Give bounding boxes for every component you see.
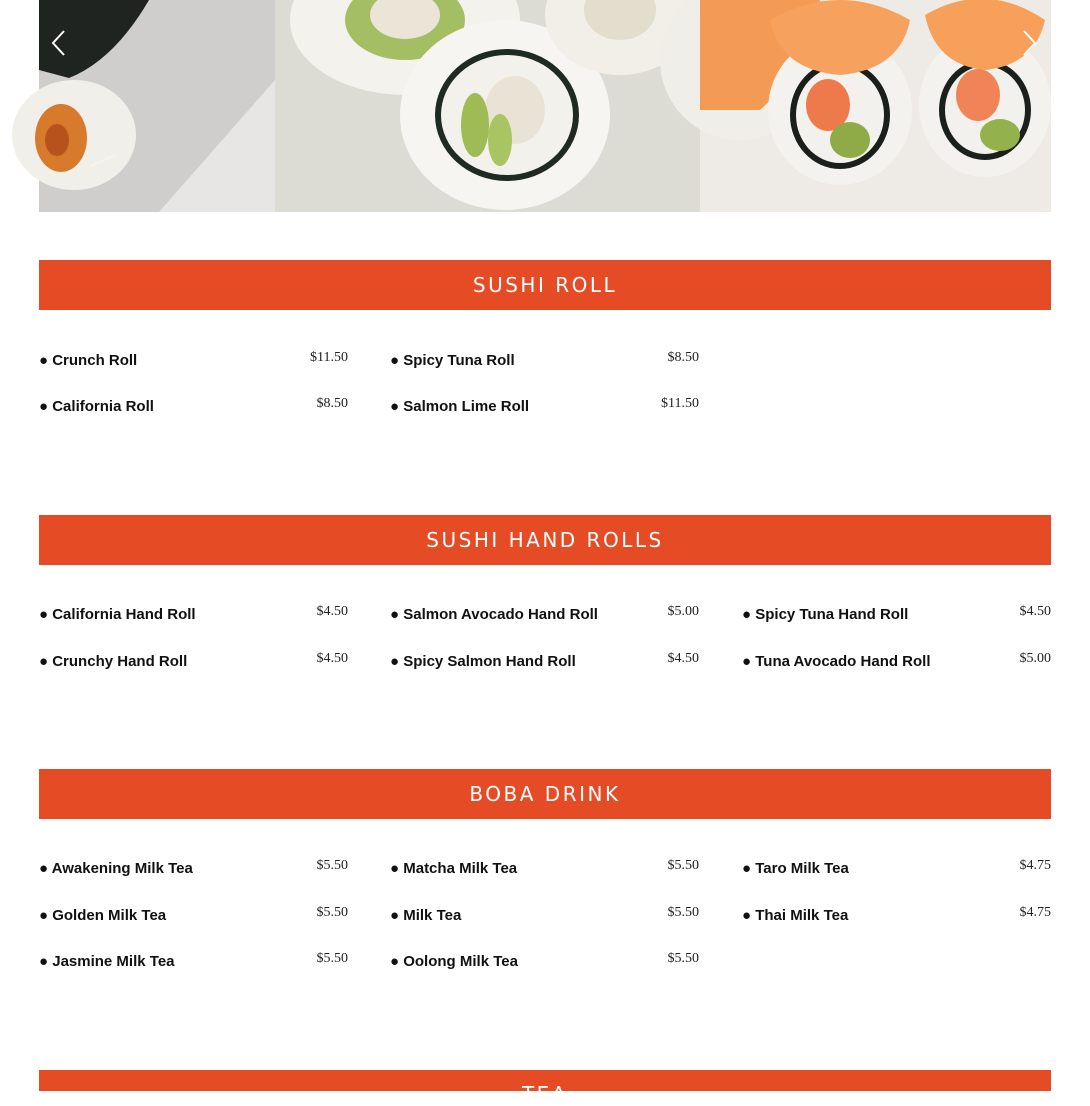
menu-item: [742, 649, 1051, 673]
menu-item-price: $4.75: [1019, 905, 1051, 920]
menu-item: [742, 903, 1051, 927]
menu-item-name: ● Oolong Milk Tea: [390, 952, 518, 970]
menu-item-name: ● Salmon Avocado Hand Roll: [390, 605, 598, 623]
menu-item-name: ● Milk Tea: [390, 906, 462, 924]
menu-item-price: $4.50: [667, 651, 699, 666]
menu-item-price: $5.00: [1019, 651, 1051, 666]
menu-item-price: $11.50: [310, 350, 348, 365]
section-title: SUSHI ROLL: [472, 273, 618, 297]
carousel-slide-california-roll-image: [275, 0, 700, 212]
menu-item-price: $4.50: [1019, 604, 1051, 619]
menu-item-name: ● Crunchy Hand Roll: [39, 652, 188, 670]
menu-item: [390, 348, 699, 372]
menu-item: [742, 602, 1051, 626]
section-title: TEA: [521, 1082, 569, 1106]
menu-item-price: $5.50: [316, 905, 348, 920]
section-header-tea: [39, 1070, 1051, 1106]
carousel-prev-button[interactable]: [42, 26, 76, 60]
image-carousel[interactable]: [39, 0, 1051, 212]
menu-item: [39, 903, 348, 927]
carousel-slide-salmon-roll-image: [700, 0, 1051, 212]
menu-item: [39, 949, 348, 973]
menu-item: [390, 903, 699, 927]
section-header-boba-drink: [39, 769, 1051, 819]
menu-item-price: $8.50: [667, 350, 699, 365]
menu-item: [39, 649, 348, 673]
menu-item-price: $5.00: [667, 604, 699, 619]
section-header-sushi-hand-rolls: [39, 515, 1051, 565]
menu-item-name: ● Awakening Milk Tea: [39, 859, 193, 877]
menu-item: [390, 649, 699, 673]
menu-item-price: $4.50: [316, 604, 348, 619]
menu-item: [390, 394, 699, 418]
menu-item-price: $4.75: [1019, 858, 1051, 873]
menu-item: [390, 949, 699, 973]
menu-item-name: ● Thai Milk Tea: [742, 906, 849, 924]
menu-item-name: ● Salmon Lime Roll: [390, 397, 530, 415]
menu-item: [39, 856, 348, 880]
menu-item-name: ● Jasmine Milk Tea: [39, 952, 175, 970]
menu-item-price: $4.50: [316, 651, 348, 666]
menu-item: [39, 348, 348, 372]
chevron-right-icon: [1018, 28, 1040, 58]
menu-item: [390, 602, 699, 626]
carousel-next-button[interactable]: [1012, 26, 1046, 60]
menu-item-price: $5.50: [316, 858, 348, 873]
salmon-roll-photo: [700, 0, 1051, 212]
california-roll-photo: [275, 0, 700, 212]
menu-item-name: ● California Roll: [39, 397, 154, 415]
menu-item-price: $5.50: [667, 858, 699, 873]
menu-item-name: ● Crunch Roll: [39, 351, 138, 369]
menu-item: [390, 856, 699, 880]
menu-item-price: $8.50: [316, 396, 348, 411]
menu-item-name: ● Matcha Milk Tea: [390, 859, 518, 877]
menu-item-price: $5.50: [667, 905, 699, 920]
section-header-sushi-roll: [39, 260, 1051, 310]
menu-item: [39, 602, 348, 626]
menu-item-name: ● Spicy Salmon Hand Roll: [390, 652, 576, 670]
menu-item-name: ● Spicy Tuna Roll: [390, 351, 515, 369]
menu-item-name: ● Tuna Avocado Hand Roll: [742, 652, 931, 670]
menu-item-price: $5.50: [667, 951, 699, 966]
menu-item: [39, 394, 348, 418]
menu-item: [742, 856, 1051, 880]
chevron-left-icon: [48, 28, 70, 58]
menu-item-name: ● California Hand Roll: [39, 605, 196, 623]
section-title: SUSHI HAND ROLLS: [426, 528, 664, 552]
menu-item-name: ● Golden Milk Tea: [39, 906, 167, 924]
menu-item-name: ● Taro Milk Tea: [742, 859, 849, 877]
menu-item-name: ● Spicy Tuna Hand Roll: [742, 605, 909, 623]
menu-item-price: $5.50: [316, 951, 348, 966]
section-title: BOBA DRINK: [469, 782, 621, 806]
menu-item-price: $11.50: [661, 396, 699, 411]
